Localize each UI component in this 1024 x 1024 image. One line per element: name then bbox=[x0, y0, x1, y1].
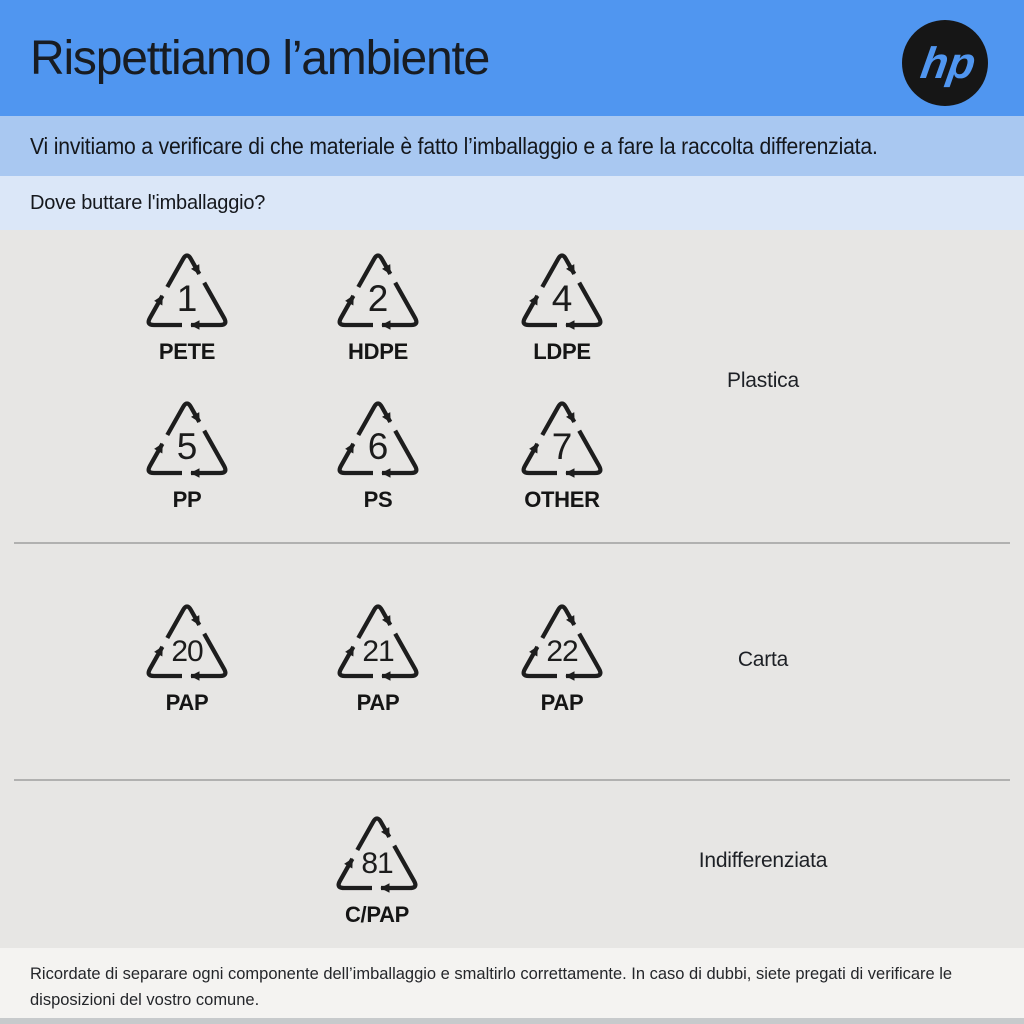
recycling-symbol-other bbox=[487, 391, 637, 513]
category-label-indifferenziata: Indifferenziata bbox=[698, 849, 828, 872]
question-text: Dove buttare l'imballaggio? bbox=[30, 191, 266, 214]
material-label: PETE bbox=[158, 339, 216, 364]
material-label: HDPE bbox=[348, 339, 408, 364]
category-label-carta: Carta bbox=[737, 648, 789, 671]
recycling-code: 1 bbox=[176, 278, 198, 319]
material-label: PAP bbox=[540, 690, 584, 715]
recycling-triangle-icon bbox=[328, 391, 428, 483]
recycling-symbol-pap-20 bbox=[112, 594, 262, 716]
recycling-code: 5 bbox=[176, 426, 198, 467]
recycling-code: 2 bbox=[367, 278, 389, 319]
recycling-triangle-icon bbox=[327, 806, 427, 898]
section-divider bbox=[14, 542, 1010, 544]
header-bar bbox=[0, 0, 1024, 116]
material-label: PAP bbox=[165, 690, 209, 715]
bottom-edge-strip bbox=[0, 1018, 1024, 1024]
material-label: LDPE bbox=[533, 339, 591, 364]
material-label: OTHER bbox=[524, 487, 600, 512]
footer-note bbox=[30, 961, 952, 1013]
material-label: PAP bbox=[356, 690, 400, 715]
recycling-triangle-icon bbox=[512, 243, 612, 335]
recycling-triangle-icon bbox=[328, 243, 428, 335]
recycling-symbol-ps bbox=[303, 391, 453, 513]
section-divider bbox=[14, 779, 1010, 781]
recycling-triangle-icon bbox=[512, 594, 612, 686]
material-label: PP bbox=[172, 487, 202, 512]
recycling-symbol-pap-21 bbox=[303, 594, 453, 716]
hp-logo-icon bbox=[901, 19, 989, 107]
recycling-code: 6 bbox=[367, 426, 389, 467]
recycling-code: 81 bbox=[361, 847, 393, 880]
recycling-triangle-icon bbox=[137, 243, 237, 335]
subheader-text: Vi invitiamo a verificare di che materiale è fatto l’imballaggio e a fare la raccolta differenziata. bbox=[30, 132, 878, 159]
recycling-triangle-icon bbox=[328, 594, 428, 686]
material-label: PS bbox=[363, 487, 393, 512]
recycling-symbol-ldpe bbox=[487, 243, 637, 365]
footer-note-line-1: Ricordate di separare ogni componente dell’imballaggio e smaltirlo correttamente. In caso di dubbi, siete pregati di verificare le bbox=[30, 964, 953, 983]
recycling-code: 4 bbox=[551, 278, 573, 319]
recycling-triangle-icon bbox=[137, 391, 237, 483]
material-label: C/PAP bbox=[344, 902, 410, 927]
recycling-symbol-pp bbox=[112, 391, 262, 513]
recycling-code: 21 bbox=[362, 635, 394, 668]
recycling-code: 20 bbox=[171, 635, 203, 668]
footer-bar bbox=[0, 948, 1024, 1024]
recycling-symbol-pete bbox=[112, 243, 262, 365]
recycling-triangle-icon bbox=[137, 594, 237, 686]
footer-note-line-2: disposizioni del vostro comune. bbox=[30, 990, 260, 1009]
recycling-symbol-cpap-81 bbox=[302, 806, 452, 928]
page-title: Rispettiamo l’ambiente bbox=[30, 32, 490, 85]
recycling-triangle-icon bbox=[512, 391, 612, 483]
question-bar bbox=[0, 176, 1024, 230]
recycling-code: 22 bbox=[546, 635, 578, 668]
subheader-bar bbox=[0, 116, 1024, 176]
category-label-plastica: Plastica bbox=[727, 369, 799, 392]
recycling-code: 7 bbox=[551, 426, 573, 467]
recycling-symbol-hdpe bbox=[303, 243, 453, 365]
hp-logo-letters: hp bbox=[917, 39, 980, 88]
